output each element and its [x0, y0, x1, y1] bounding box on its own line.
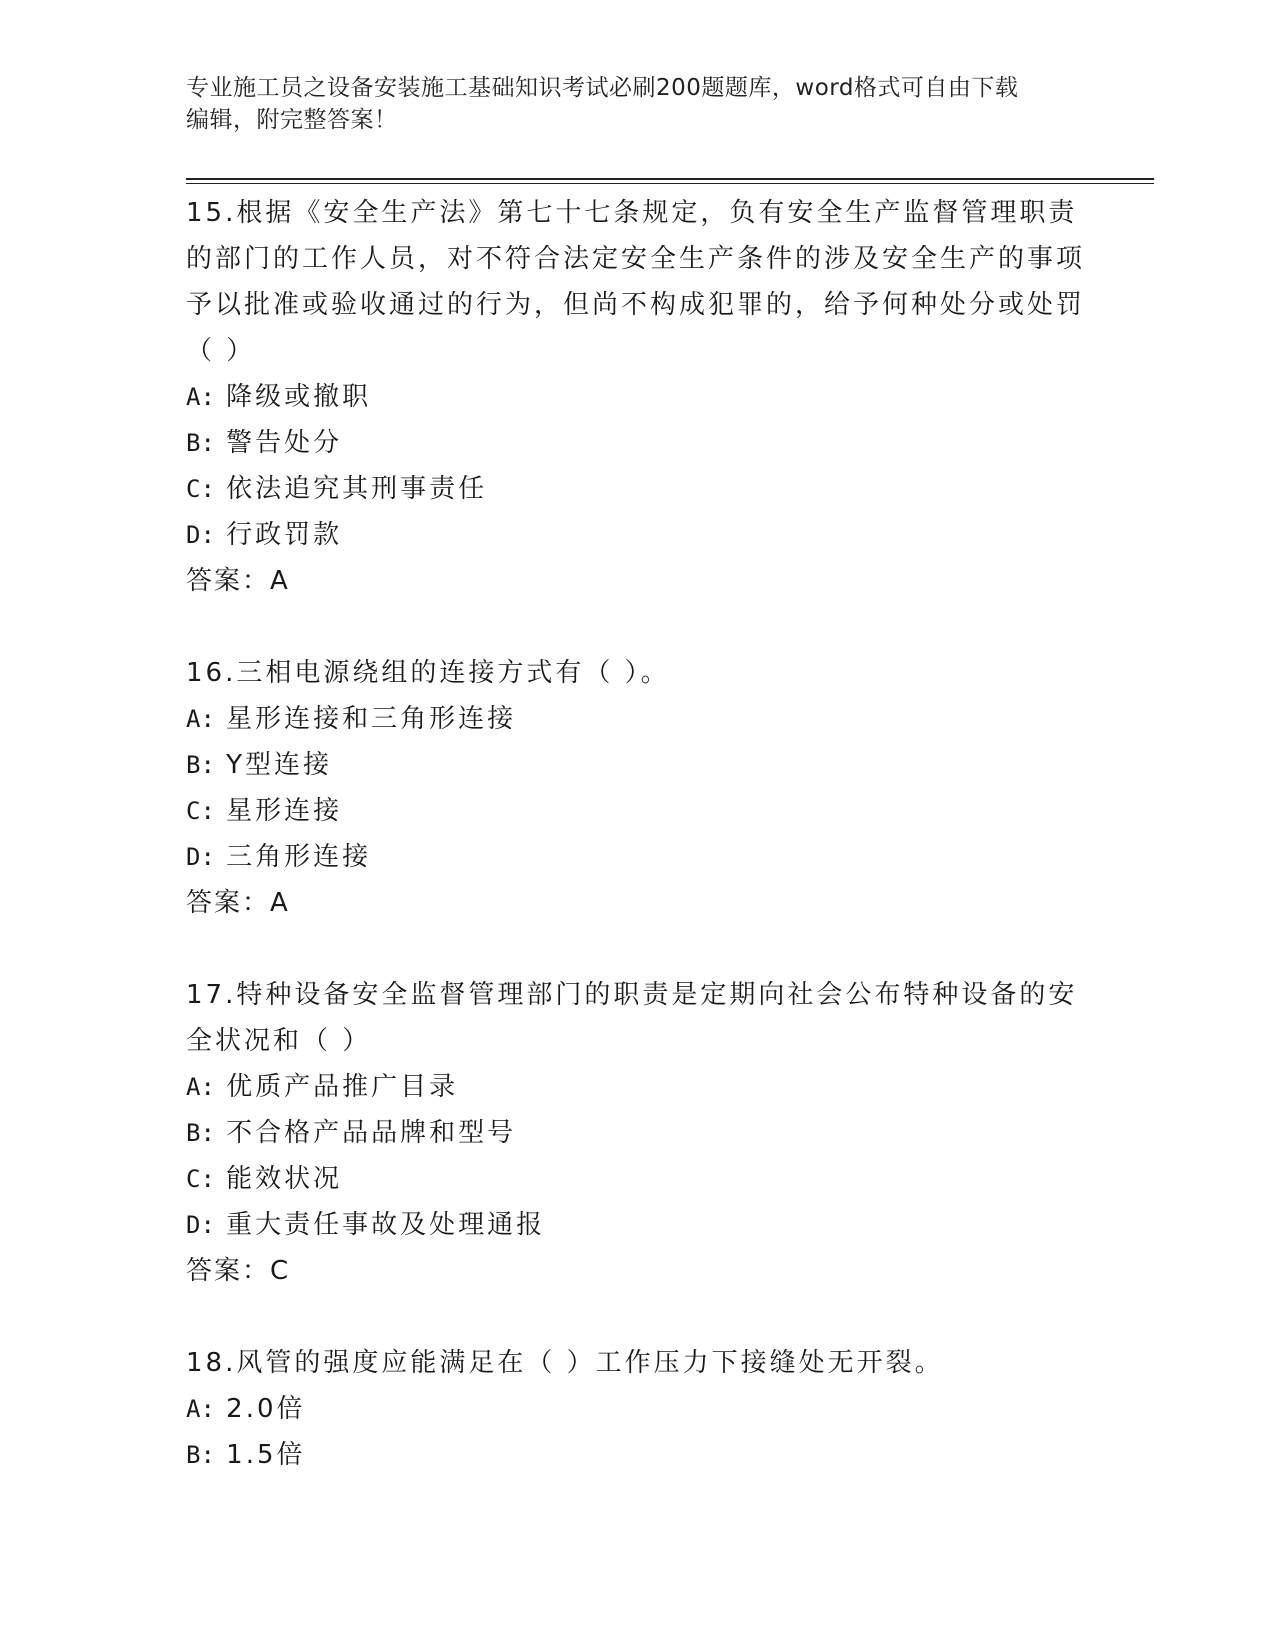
header-divider-thin	[186, 183, 1154, 184]
option-text: 不合格产品品牌和型号	[226, 1118, 517, 1148]
option-key: C:	[186, 1165, 215, 1193]
header-line-1: 专业施工员之设备安装施工基础知识考试必刷200题题库，word格式可自由下载	[186, 75, 1019, 101]
option-b	[186, 1110, 1086, 1156]
question-15	[186, 190, 1086, 604]
question-17	[186, 972, 1086, 1294]
option-text: 依法追究其刑事责任	[226, 474, 488, 504]
option-c	[186, 466, 1086, 512]
option-text: 行政罚款	[226, 520, 343, 550]
option-text: 星形连接	[226, 796, 343, 826]
option-d	[186, 834, 1086, 880]
option-a	[186, 1064, 1086, 1110]
question-text: 18.风管的强度应能满足在（ ）工作压力下接缝处无开裂。	[186, 1348, 944, 1378]
question-text: 15.根据《安全生产法》第七十七条规定，负有安全生产监督管理职责的部门的工作人员，对不符合法定安全生产条件的涉及安全生产的事项予以批准或验收通过的行为，但尚不构成犯罪的，给予何种处分或处罚（ ）	[186, 198, 1086, 366]
option-text: 警告处分	[226, 428, 343, 458]
answer-line: 答案：A	[186, 888, 290, 918]
option-key: C:	[186, 797, 215, 825]
option-b	[186, 742, 1086, 788]
option-text: 1.5倍	[226, 1440, 306, 1470]
option-b	[186, 420, 1086, 466]
option-text: Y型连接	[226, 750, 333, 780]
option-d	[186, 1202, 1086, 1248]
answer-line: 答案：A	[186, 566, 290, 596]
option-key: B:	[186, 1119, 215, 1147]
option-c	[186, 1156, 1086, 1202]
option-key: B:	[186, 1441, 215, 1469]
option-a	[186, 696, 1086, 742]
option-text: 星形连接和三角形连接	[226, 704, 517, 734]
question-text: 17.特种设备安全监督管理部门的职责是定期向社会公布特种设备的安全状况和（ ）	[186, 980, 1078, 1056]
question-16	[186, 650, 1086, 926]
option-key: A:	[186, 705, 215, 733]
option-text: 降级或撤职	[226, 382, 372, 412]
option-key: D:	[186, 1211, 215, 1239]
header-divider-thick	[186, 178, 1154, 180]
option-key: A:	[186, 383, 215, 411]
option-d	[186, 512, 1086, 558]
option-key: A:	[186, 1395, 215, 1423]
option-text: 重大责任事故及处理通报	[226, 1210, 546, 1240]
option-b	[186, 1432, 1086, 1478]
option-key: B:	[186, 751, 215, 779]
question-18	[186, 1340, 1086, 1478]
option-key: C:	[186, 475, 215, 503]
option-text: 优质产品推广目录	[226, 1072, 459, 1102]
document-header	[186, 72, 1066, 136]
option-a	[186, 1386, 1086, 1432]
question-text: 16.三相电源绕组的连接方式有（ ）。	[186, 658, 670, 688]
option-a	[186, 374, 1086, 420]
option-text: 三角形连接	[226, 842, 372, 872]
answer-line: 答案：C	[186, 1256, 291, 1286]
option-key: D:	[186, 521, 215, 549]
option-key: B:	[186, 429, 215, 457]
header-line-2: 编辑，附完整答案！	[186, 107, 398, 133]
option-text: 2.0倍	[226, 1394, 306, 1424]
option-key: A:	[186, 1073, 215, 1101]
question-list	[186, 190, 1086, 1524]
option-key: D:	[186, 843, 215, 871]
option-text: 能效状况	[226, 1164, 343, 1194]
option-c	[186, 788, 1086, 834]
